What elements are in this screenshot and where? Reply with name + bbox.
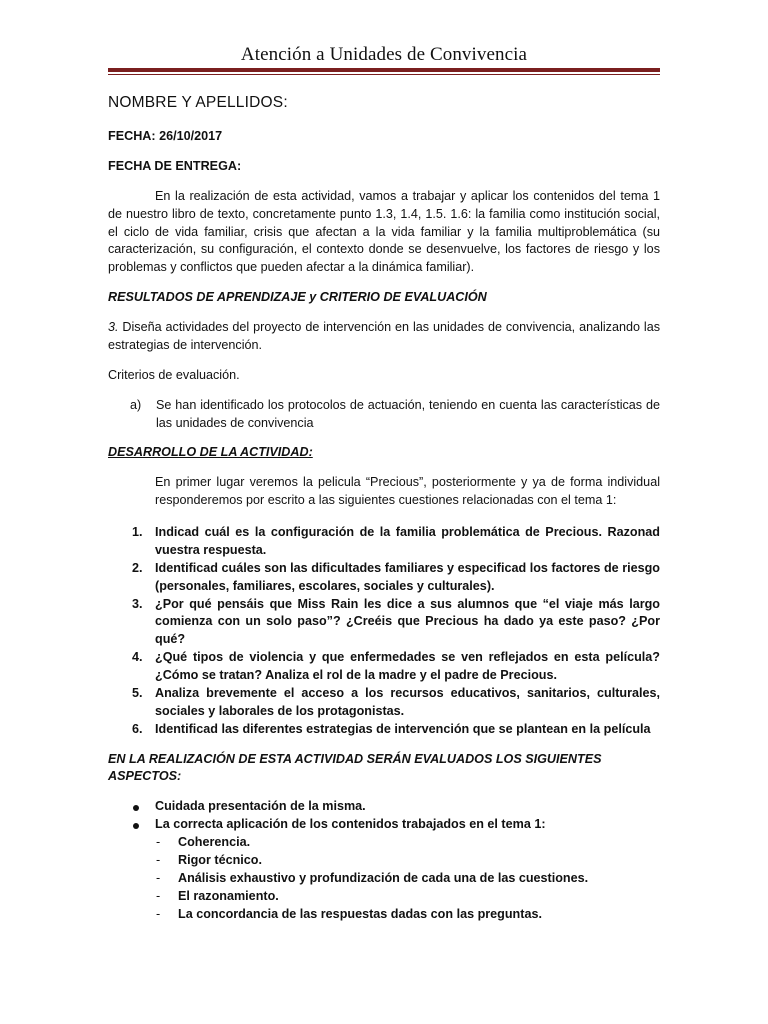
learning-result-text: Diseña actividades del proyecto de intervención en las unidades de convivencia, analizando las estrategias de intervención. xyxy=(108,320,660,352)
learning-result-paragraph xyxy=(108,319,660,355)
list-item xyxy=(108,397,660,433)
learning-results-heading: RESULTADOS DE APRENDIZAJE y CRITERIO DE EVALUACIÓN xyxy=(108,290,487,305)
list-item-text: Identificad las diferentes estrategias de intervención que se plantean en la película xyxy=(155,721,651,736)
list-item-text: La correcta aplicación de los contenidos trabajados en el tema 1: xyxy=(155,817,546,832)
bullet-icon xyxy=(133,823,139,829)
list-item-text: ¿Por qué pensáis que Miss Rain les dice a sus alumnos que “el viaje más largo comienza con un solo paso”? ¿Creéis que Precious ha dado ya este paso? ¿Por qué? xyxy=(155,596,660,647)
list-item-text: Analiza brevemente el acceso a los recursos educativos, sanitarios, culturales, sociales y laborales de los protagonistas. xyxy=(155,685,660,718)
list-marker: a) xyxy=(130,397,142,412)
criteria-label: Criterios de evaluación. xyxy=(108,367,240,382)
learning-result-number: 3. xyxy=(108,320,119,334)
list-item-text: Coherencia. xyxy=(178,835,251,849)
activity-intro-paragraph: En primer lugar veremos la pelicula “Precious”, posteriormente y ya de forma individual responderemos por escrito a las siguientes cuestiones relacionadas con el tema 1: xyxy=(155,475,660,508)
list-item-text: El razonamiento. xyxy=(178,888,279,903)
evaluation-bullet-list xyxy=(108,798,660,923)
list-item-text: Identificad cuáles son las dificultades familiares y especificad los factores de riesgo (personales, familiares, escolares, sociales y culturales). xyxy=(155,560,660,593)
list-item-text: Se han identificado los protocolos de actuación, teniendo en cuenta las características de las unidades de convivencia xyxy=(156,397,660,430)
list-item xyxy=(108,560,660,596)
evaluation-aspects-heading: EN LA REALIZACIÓN DE ESTA ACTIVIDAD SERÁN EVALUADOS LOS SIGUIENTES ASPECTOS: xyxy=(108,751,602,784)
list-item xyxy=(155,870,660,888)
list-item xyxy=(108,721,660,739)
header-rule-thick xyxy=(108,68,660,72)
list-item xyxy=(108,596,660,650)
list-marker: 3. xyxy=(132,596,143,611)
list-item-text: Cuidada presentación de la misma. xyxy=(155,799,366,814)
list-item-text: ¿Qué tipos de violencia y que enfermedades se ven reflejados en esta película? ¿Cómo se tratan? Analiza el rol de la madre y el padre de Precious. xyxy=(155,650,660,682)
list-item xyxy=(155,852,660,870)
list-item xyxy=(108,816,660,923)
list-item-text: Indicad cuál es la configuración de la familia problemática de Precious. Razonad vuestra respuesta. xyxy=(155,525,660,557)
list-item xyxy=(155,906,660,924)
list-item xyxy=(108,524,660,560)
list-item-text: Rigor técnico. xyxy=(178,852,262,867)
list-item xyxy=(108,685,660,721)
page-header-title: Atención a Unidades de Convivencia xyxy=(240,44,528,65)
bullet-icon xyxy=(133,805,139,811)
list-marker: 2. xyxy=(132,560,143,575)
intro-paragraph: En la realización de esta actividad, vamos a trabajar y aplicar los contenidos del tema 1 de nuestro libro de texto, concretamente punto 1.3, 1.4, 1.5. 1.6: la familia como institución social, el ciclo de vida familiar, crisis que afectan a la vida familiar y la familia multiproblemática (su caracterización, su configuración, el contexto donde se desenvuelve, los factores de riesgo y los problemas y conflictos que pueden afectar a la dinámica familiar). xyxy=(108,188,660,275)
dash-marker: - xyxy=(156,870,161,885)
activity-development-heading: DESARROLLO DE LA ACTIVIDAD: xyxy=(108,445,313,460)
evaluation-sub-list xyxy=(155,834,660,923)
list-item-text: La concordancia de las respuestas dadas con las preguntas. xyxy=(178,906,542,921)
list-marker: 6. xyxy=(132,721,143,736)
list-item xyxy=(108,649,660,685)
date-line: FECHA: 26/10/2017 xyxy=(108,129,223,143)
delivery-date-line: FECHA DE ENTREGA: xyxy=(108,158,242,173)
list-item xyxy=(155,834,660,852)
list-marker: 4. xyxy=(132,650,143,665)
list-item xyxy=(108,798,660,816)
dash-marker: - xyxy=(156,888,161,903)
list-item xyxy=(155,888,660,906)
list-item-text: Análisis exhaustivo y profundización de cada una de las cuestiones. xyxy=(178,870,589,885)
dash-marker: - xyxy=(156,852,161,867)
name-field-label: NOMBRE Y APELLIDOS: xyxy=(108,94,288,111)
dash-marker: - xyxy=(156,835,161,849)
list-marker: 5. xyxy=(132,685,143,700)
header-rule-thin xyxy=(108,74,660,75)
criteria-list xyxy=(108,397,660,433)
list-marker: 1. xyxy=(132,525,143,539)
document-body xyxy=(108,92,660,923)
questions-list xyxy=(108,524,660,739)
dash-marker: - xyxy=(156,906,161,921)
